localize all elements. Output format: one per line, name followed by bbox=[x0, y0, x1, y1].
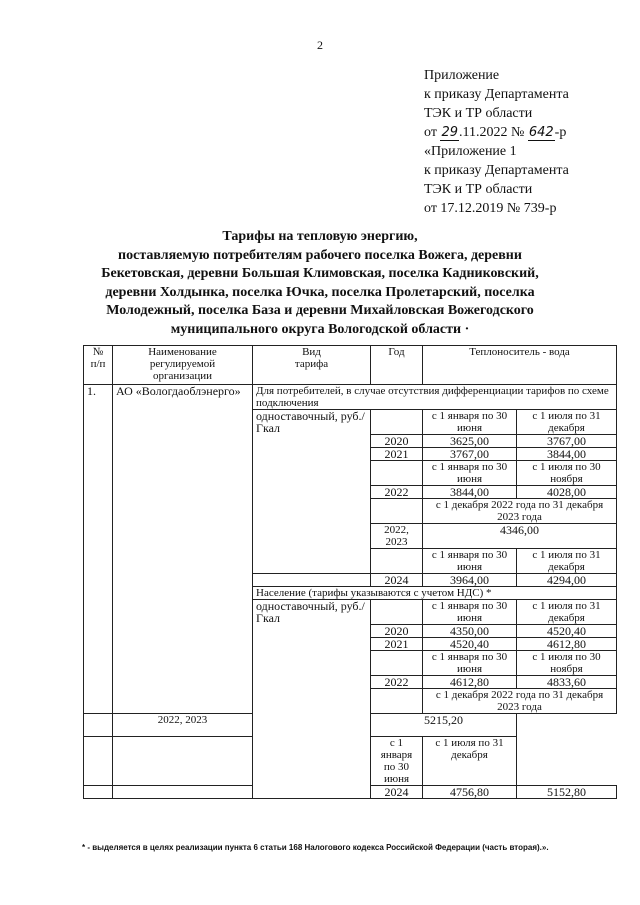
title-line: Тарифы на тепловую энергию, bbox=[222, 229, 418, 244]
tariff-type: одноставочный, руб./Гкал bbox=[253, 600, 371, 799]
title-line: деревни Холдынка, поселка Ючка, поселка Пролетарский, поселка bbox=[105, 284, 535, 300]
appendix-line: Приложение bbox=[424, 68, 500, 83]
table-row: 2022, 2023 5215,20 bbox=[84, 714, 617, 737]
org-name: АО «Вологдаоблэнерго» bbox=[113, 385, 253, 714]
document-title bbox=[60, 228, 580, 339]
appendix-line: к приказу Департамента bbox=[424, 163, 569, 178]
header-year: Год bbox=[371, 346, 423, 385]
header-org: Наименование регулируемой организации bbox=[113, 346, 253, 385]
tariff-table bbox=[83, 345, 617, 799]
table-row: 2022 4612,80 4833,60 bbox=[84, 676, 617, 689]
handwritten-day: 29 bbox=[441, 125, 458, 140]
table-row: 2021 4520,40 4612,80 bbox=[84, 638, 617, 651]
table-row: одноставочный, руб./Гкал с 1 января по 30 июня с 1 июля по 31 декабря bbox=[84, 600, 617, 625]
title-line: Бекетовская, деревни Большая Климовская, поселка Кадниковский, bbox=[101, 266, 539, 281]
header-tariff: Вид тарифа bbox=[253, 346, 371, 385]
table-row bbox=[84, 385, 617, 410]
table-row: 2020 4350,00 4520,40 bbox=[84, 625, 617, 638]
title-line: Молодежный, поселка База и деревни Михайловская Вожегодского bbox=[106, 303, 534, 318]
section-title: Население (тарифы указываются с учетом НДС) * bbox=[253, 587, 617, 600]
table-row: 2021 3767,00 3844,00 bbox=[84, 448, 617, 461]
title-line: поставляемую потребителям рабочего поселка Вожега, деревни bbox=[118, 247, 522, 263]
appendix-line: ТЭК и ТР области bbox=[424, 106, 533, 121]
table-row: с 1 декабря 2022 года по 31 декабря 2023 года bbox=[84, 499, 617, 524]
table-row: 2020 3625,00 3767,00 bbox=[84, 435, 617, 448]
appendix-line: к приказу Департамента bbox=[424, 87, 569, 102]
footnote: * - выделяется в целях реализации пункта 6 статьи 168 Налогового кодекса Российской Федерации (часть вторая).». bbox=[82, 843, 549, 852]
tariff-type: одноставочный, руб./Гкал bbox=[253, 410, 371, 574]
table-row: с 1 января по 30 июня с 1 июля по 30 ноября bbox=[84, 651, 617, 676]
appendix-block bbox=[424, 66, 569, 218]
handwritten-number: 642 bbox=[528, 125, 554, 140]
table-row: одноставочный, руб./Гкал с 1 января по 30 июня с 1 июля по 31 декабря bbox=[84, 410, 617, 435]
section-title: Для потребителей, в случае отсутствия дифференциации тарифов по схеме подключения bbox=[253, 385, 617, 410]
appendix-line: ТЭК и ТР области bbox=[424, 182, 533, 197]
table-row: с 1 января по 30 июня с 1 июля по 30 ноября bbox=[84, 461, 617, 486]
table-row: 2024 4756,80 5152,80 bbox=[84, 786, 617, 799]
table-header-row bbox=[84, 346, 617, 385]
table-row: с 1 декабря 2022 года по 31 декабря 2023 года bbox=[84, 689, 617, 714]
page-number: 2 bbox=[317, 38, 323, 52]
table-row: 2022, 2023 4346,00 bbox=[84, 524, 617, 549]
table-row: с 1 января по 30 июня с 1 июля по 31 декабря bbox=[84, 549, 617, 574]
table-row: 2024 3964,00 4294,00 bbox=[84, 574, 617, 587]
appendix-line: от 17.12.2019 № 739-р bbox=[424, 201, 557, 216]
appendix-order-line: от 29.11.2022 № 642-р bbox=[424, 125, 567, 140]
header-carrier: Теплоноситель - вода bbox=[423, 346, 617, 385]
appendix-line: «Приложение 1 bbox=[424, 144, 517, 159]
title-line: муниципального округа Вологодской области · bbox=[170, 321, 470, 337]
table-row: с 1 января по 30 июня с 1 июля по 31 декабря bbox=[84, 737, 617, 786]
header-num: № п/п bbox=[84, 346, 113, 385]
row-number: 1. bbox=[84, 385, 113, 714]
table-row: 2022 3844,00 4028,00 bbox=[84, 486, 617, 499]
